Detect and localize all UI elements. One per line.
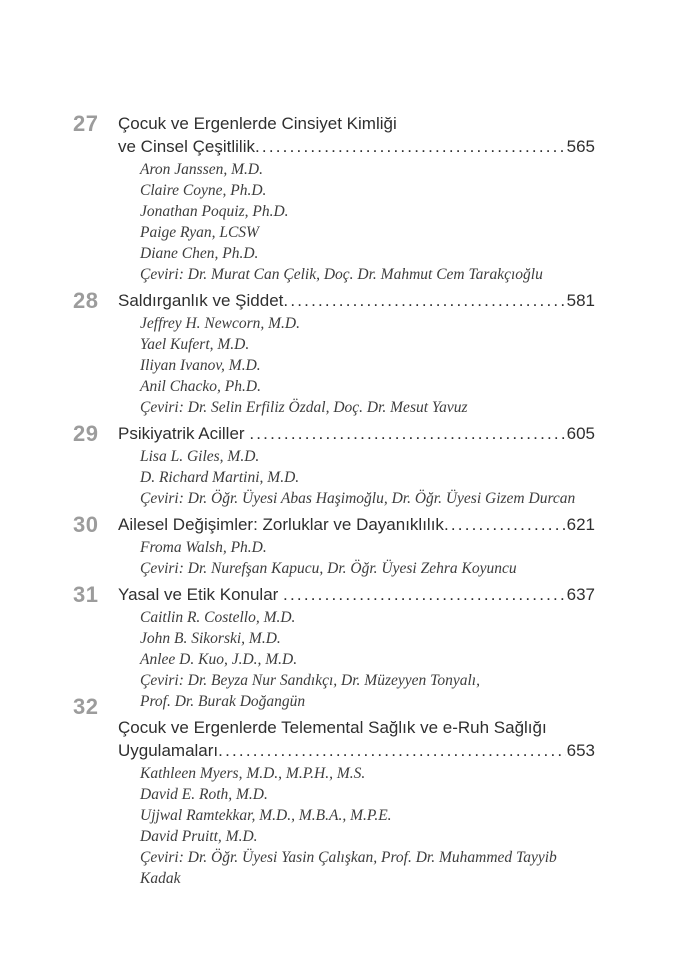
dot-leader bbox=[218, 739, 565, 762]
author-name: Claire Coyne, Ph.D. bbox=[140, 182, 267, 199]
translator-line: Prof. Dr. Burak Doğangün bbox=[140, 693, 306, 710]
author-name: David Pruitt, M.D. bbox=[140, 828, 258, 845]
chapter-title bbox=[118, 513, 595, 536]
chapter-number: 30 bbox=[73, 512, 99, 537]
page-number: 581 bbox=[566, 291, 595, 310]
chapter-title-text: Yasal ve Etik Konular bbox=[118, 585, 284, 604]
author-name: John B. Sikorski, M.D. bbox=[140, 630, 281, 647]
page-number: 605 bbox=[566, 424, 595, 443]
chapter-body bbox=[118, 716, 595, 889]
chapter-body bbox=[118, 583, 595, 712]
dot-leader bbox=[283, 583, 566, 606]
translator-line: Çeviri: Dr. Selin Erfiliz Özdal, Doç. Dr. Mesut Yavuz bbox=[140, 399, 468, 416]
chapter-number: 29 bbox=[73, 421, 99, 446]
chapter-title-line: Çocuk ve Ergenlerde Telemental Sağlık ve e-Ruh Sağlığı bbox=[118, 718, 547, 737]
translator-line: Çeviri: Dr. Nurefşan Kapucu, Dr. Öğr. Üyesi Zehra Koyuncu bbox=[140, 560, 517, 577]
dot-leader bbox=[249, 422, 565, 445]
chapter-number: 32 bbox=[73, 694, 99, 719]
page-number: 565 bbox=[566, 137, 595, 156]
chapter-title-text: Saldırganlık ve Şiddet bbox=[118, 291, 284, 310]
author-list bbox=[140, 445, 595, 509]
chapter-title-text: Ailesel Değişimler: Zorluklar ve Dayanıklılık bbox=[118, 515, 444, 534]
author-name: Aron Janssen, M.D. bbox=[140, 161, 263, 178]
author-name: Jeffrey H. Newcorn, M.D. bbox=[140, 315, 300, 332]
dot-leader bbox=[444, 513, 566, 536]
toc-entry bbox=[73, 112, 595, 285]
chapter-title-line bbox=[118, 135, 595, 158]
translator-line: Çeviri: Dr. Murat Can Çelik, Doç. Dr. Mahmut Cem Tarakçıoğlu bbox=[140, 266, 543, 283]
chapter-number: 31 bbox=[73, 582, 99, 607]
translator-line: Çeviri: Dr. Beyza Nur Sandıkçı, Dr. Müzeyyen Tonyalı, bbox=[140, 672, 480, 689]
author-name: Jonathan Poquiz, Ph.D. bbox=[140, 203, 289, 220]
chapter-title-text: Psikiyatrik Aciller bbox=[118, 424, 250, 443]
chapter-title-text: ve Cinsel Çeşitlilik bbox=[118, 137, 255, 156]
chapter-body bbox=[118, 422, 595, 509]
author-name: Caitlin R. Costello, M.D. bbox=[140, 609, 296, 626]
author-name: Paige Ryan, LCSW bbox=[140, 224, 259, 241]
author-name: Anlee D. Kuo, J.D., M.D. bbox=[140, 651, 298, 668]
author-name: Ujjwal Ramtekkar, M.D., M.B.A., M.P.E. bbox=[140, 807, 392, 824]
chapter-body bbox=[118, 112, 595, 285]
chapter-title bbox=[118, 583, 595, 606]
toc-entry bbox=[73, 583, 595, 712]
chapter-title bbox=[118, 716, 595, 762]
translator-line: Çeviri: Dr. Öğr. Üyesi Abas Haşimoğlu, Dr. Öğr. Üyesi Gizem Durcan bbox=[140, 490, 576, 507]
chapter-body bbox=[118, 289, 595, 418]
author-name: Diane Chen, Ph.D. bbox=[140, 245, 259, 262]
author-name: Iliyan Ivanov, M.D. bbox=[140, 357, 261, 374]
dot-leader bbox=[255, 135, 566, 158]
chapter-title-line: Çocuk ve Ergenlerde Cinsiyet Kimliği bbox=[118, 114, 397, 133]
author-name: Lisa L. Giles, M.D. bbox=[140, 448, 260, 465]
chapter-title-line bbox=[118, 583, 595, 606]
author-name: Kathleen Myers, M.D., M.P.H., M.S. bbox=[140, 765, 366, 782]
author-name: David E. Roth, M.D. bbox=[140, 786, 268, 803]
chapter-title bbox=[118, 289, 595, 312]
chapter-title-text: Uygulamaları bbox=[118, 741, 219, 760]
dot-leader bbox=[283, 289, 565, 312]
author-name: Anil Chacko, Ph.D. bbox=[140, 378, 261, 395]
author-list bbox=[140, 158, 595, 285]
page-number: 653 bbox=[566, 741, 595, 760]
toc-entry bbox=[73, 422, 595, 509]
toc-entry bbox=[73, 513, 595, 579]
author-list bbox=[140, 536, 595, 579]
author-name: Yael Kufert, M.D. bbox=[140, 336, 250, 353]
author-list bbox=[140, 606, 595, 712]
toc-list bbox=[73, 112, 595, 889]
chapter-title-line bbox=[118, 422, 595, 445]
toc-entry bbox=[73, 289, 595, 418]
author-name: D. Richard Martini, M.D. bbox=[140, 469, 300, 486]
chapter-title-line bbox=[118, 513, 595, 536]
author-list bbox=[140, 312, 595, 418]
author-list bbox=[140, 762, 595, 889]
page-number: 637 bbox=[566, 585, 595, 604]
page-number: 621 bbox=[566, 515, 595, 534]
chapter-body bbox=[118, 513, 595, 579]
chapter-title bbox=[118, 422, 595, 445]
translator-line: Çeviri: Dr. Öğr. Üyesi Yasin Çalışkan, Prof. Dr. Muhammed Tayyib Kadak bbox=[140, 849, 557, 887]
chapter-title-line bbox=[118, 289, 595, 312]
chapter-title bbox=[118, 112, 595, 158]
author-name: Froma Walsh, Ph.D. bbox=[140, 539, 267, 556]
chapter-number: 27 bbox=[73, 111, 99, 136]
chapter-number: 28 bbox=[73, 288, 99, 313]
chapter-title-line bbox=[118, 739, 595, 762]
